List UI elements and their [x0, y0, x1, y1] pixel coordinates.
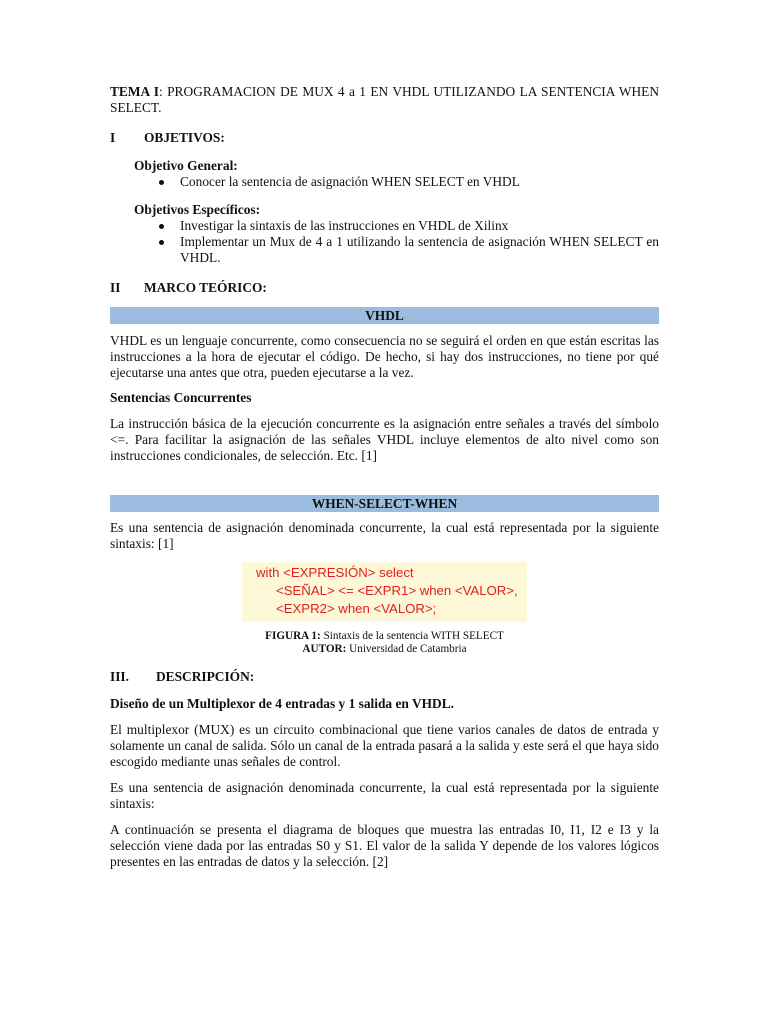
vhdl-paragraph: VHDL es un lenguaje concurrente, como consecuencia no se seguirá el orden en que están escritas las instrucciones a la hora de ejecutar el código. De hecho, si hay dos instrucciones, no tiene por qué ejecutarse una antes que otra, pueden ejecutarse a la vez. [110, 333, 659, 380]
section-title: OBJETIVOS: [144, 130, 225, 145]
diagrama-paragraph: A continuación se presenta el diagrama de bloques que muestra las entradas I0, I1, I2 e I3 y la selección viene dada por las entradas S0 y S1. El valor de la salida Y depende de los valores lógicos presentes en las entradas de datos y la selección. [2] [110, 822, 659, 869]
title-lead: TEMA I [110, 84, 160, 99]
sentencias-paragraph: La instrucción básica de la ejecución concurrente es la asignación entre señales a través del símbolo <=. Para facilitar la asignación de las señales VHDL incluye elementos de alto nivel como son instrucciones condicionales, de selección. Etc. [1] [110, 416, 659, 463]
multiplexor-heading: Diseño de un Multiplexor de 4 entradas y 1 salida en VHDL. [110, 696, 454, 711]
multiplexor-paragraph: El multiplexor (MUX) es un circuito combinacional que tiene varios canales de datos de entrada y solamente un canal de salida. Sólo un canal de la entrada pasará a la salida y este será el que haya sido escogido mediante unas señales de control. [110, 722, 659, 769]
caption-text: Sintaxis de la sentencia WITH SELECT [320, 630, 504, 642]
title-text: : PROGRAMACION DE MUX 4 a 1 EN VHDL UTILIZANDO LA SENTENCIA WHEN SELECT. [110, 84, 659, 115]
when-select-paragraph: Es una sentencia de asignación denominada concurrente, la cual está representada por la siguiente sintaxis: [1] [110, 520, 659, 551]
list-item: Implementar un Mux de 4 a 1 utilizando la sentencia de asignación WHEN SELECT en VHDL. [158, 234, 659, 266]
objetivos-especificos-list [110, 218, 659, 266]
list-item: Investigar la sintaxis de las instrucciones en VHDL de Xilinx [158, 218, 659, 234]
caption-line-figure [110, 630, 659, 643]
section-marco-teorico-heading [110, 280, 659, 296]
code-line: with <EXPRESIÓN> select [256, 565, 414, 580]
code-line: <EXPR2> when <VALOR>; [276, 601, 437, 616]
section-objetivos-heading [110, 130, 659, 146]
objetivos-especificos-heading: Objetivos Específicos: [134, 202, 261, 217]
code-line: <SEÑAL> <= <EXPR1> when <VALOR>, [276, 583, 518, 598]
sentencias-concurrentes-heading: Sentencias Concurrentes [110, 390, 252, 405]
when-select-banner: WHEN-SELECT-WHEN [110, 495, 659, 512]
section-title: DESCRIPCIÓN: [156, 669, 255, 684]
vhdl-banner: VHDL [110, 307, 659, 324]
document-title [110, 84, 659, 116]
section-title: MARCO TEÓRICO: [144, 280, 267, 295]
section-number: II [110, 280, 121, 295]
objetivo-general-heading: Objetivo General: [134, 158, 238, 173]
caption-line-author [110, 643, 659, 656]
syntax-code-box [242, 562, 527, 622]
section-number: I [110, 130, 116, 145]
caption-label: FIGURA 1: [265, 630, 321, 642]
document-page [110, 84, 659, 870]
section-number: III. [110, 669, 129, 684]
sentencia-paragraph: Es una sentencia de asignación denominada concurrente, la cual está representada por la siguiente sintaxis: [110, 780, 659, 811]
section-descripcion-heading [110, 669, 659, 685]
objetivo-general-list [110, 174, 659, 190]
figure-caption [110, 630, 659, 656]
caption-label: AUTOR: [302, 643, 347, 655]
caption-text: Universidad de Catambria [346, 643, 467, 655]
list-item: Conocer la sentencia de asignación WHEN SELECT en VHDL [158, 174, 659, 190]
